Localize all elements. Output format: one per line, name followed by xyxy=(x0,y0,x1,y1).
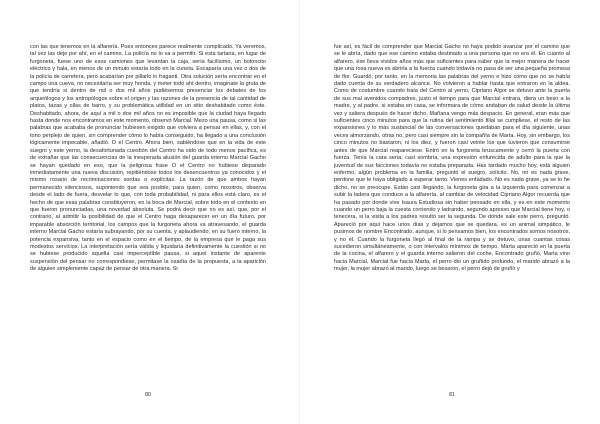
left-page-number: 80 xyxy=(144,392,152,398)
right-page-text xyxy=(334,44,570,354)
right-page-paragraph: fue así, es fácil de comprender que Marcial Gacho no haya podido avanzar por el camino que se le abría, dado que ese camino estaba destinado a una persona que no era él. En cuanto al alfarero, ése lleva vividos años más que suficientes para saber que la mejor manera de hacer que una rosa nueva es abrirla a la fuerza cuando todavía no pasa de ser una pequeña promesa de flor. Guardó, por tanto, en la memoria las palabras del yerno e hizo como que no se había dado cuenta de su verdadero alcance. No volvieron a hablar hasta que entraron en la aldea. Como de costumbre cuando traía del Centro al yerno, Cipriano Algor se detuvo ante la puerta de sus mal avenidos compadres, justo el tiempo para que Marcial entrara, diera un beso a la madre, y al padre, si estaba en casa, se informara de cómo andaban de salud desde la última vez y saliera después de hacer dicho, Mañana vengo más despacio. En general, eran más que suficientes cinco minutos para que la rutina del sentimiento filial se cumpliese, el resto de las expansiones y lo más sustancial de las conversaciones quedaban para el día siguiente, unas veces almorzando, otras no, pero casi siempre sin la compañía de Marta. Hoy, sin embargo, los cinco minutos no bastaron, ni los diez, y fueron casi veinte los que tuvieron que consumirse antes de que Marcial reapareciese. Entró en la furgoneta bruscamente y cerró la puerta con fuerza. Tenía la cara seria, casi sombría, una expresión enfurecida de adulto para la que la juventud de sus facciones todavía no estaba preparada. Has tardado mucho hoy, está alguien enfermo, algún problema en la familia, preguntó el suegro, solícito. No, no es nada grave, perdone que le haya obligado a esperar tanto. Vienes enfadado. No es nada grave, ya se lo he dicho, no se preocupe. Están casi llegando, la furgoneta gira a la izquierda para comenzar a subir la ladera que conduce a la alfarería, al cambiar de velocidad Cipriano Algor recuerda que ha pasado por donde vive Isaura Estudiosa sin haber pensado en ella, y es en este momento cuando un perro baja la cuesta corriendo y ladrando, segundo apresso que Marcial tiene hoy, o tenecera, si la visita a los padres resultó ser la segunda. De dónde sale este perro, preguntó. Apareció por aquí hace unos días y dejamos que se quedara, es un animal simpático, le pusimos de nombre Encontrado, aunque, si lo pensamos bien, los encontrados somos nosotros, y no él. Cuando la furgoneta llegó al final de la rampa y se detuvo, unas cuantas cosas sucedieron simultáneamente, o con intervalos mínimos de tiempo. Marta apareció en la puerta de la cocina, el alfarero y el guarda interno salieron del coche, Encontrado gruñó, Marta vino hacia Marcial, Marcial fue hacia Marta, el perro dio un gruñido profundo, el marido abrazó a la mujer, la mujer abrazó al marido, luego se besaron, el perro dejó de gruñir y xyxy=(334,44,570,273)
left-page-paragraph: con las que tenemos en la alfarería. Pues entonces parece realmente complicado. Ya veremos, tal vez las deje por ahí, en el camino. La policía no lo va a permitir. Si esta tartana, en lugar de furgoneta, fuese uno de esos camiones que levantan la caja, sería facilísimo, un botoncito eléctrico y hala, en menos de un minuto estaría todo en la cuneta. Escaparía una vez o dos de la policía de carretera, pero acabarían por pillarlo in fraganti. Otra solución sería encontrar en el campo una cueva, no necesitaría ser muy honda, y meter todo ahí dentro, imaginate la gruta de que tendría si dentro de mil o dos mil años pudiésemos presenciar los debates de los arqueólogos y los antropólogos sobre el origen y las razones de la presencia de tal cantidad de platos, tazas y ollas de barro, y su problemática utilidad en un sitio deshabitado como éste. Deshabitado, ahora, de aquí a mil o dos mil años no es imposible que la ciudad haya llegado hasta donde nos encontramos en este momento, observó Marcial. Mezo una pausa, como si las palabras que acababa de pronunciar hubiesen exigido que volviera a pensar en ellas, y, con el tono perplejo de quien, sin comprender cómo lo había conseguido, ha llegado a una conclusión lógicamente impecable, añadió. O el Centro. Ahora bien, sabiéndose que en la vida de este suegro y este yerno, la desafortunada cuestión del Centro ha sido de todo menos pacífica, es de extrañar que las consecuencias de la inesperada alusión del guarda interno Marcial Gacho se hayan quedado en eso, que la peligrosa frase O el Centro no hubiese disparado inmediatamente una nueva discusión, repitiéndose todos los desencuentros ya conocidos y el mismo rosario de recriminaciones sordas o explícitas. La razón de que ambos hayan permanecido silenciosos, suponiendo que sea posible, para quien, como nosotros, observa desde el lado de fuera, desvelar lo que, con toda probabilidad, ni para ellos está claro, es el hecho de que esas palabras constituyeron, en la boca de Marcial, sobre todo en el contexto en que fueron pronunciadas, una novedad absoluta. Se podrá decir que no es así, que, por el contrario, al admitir la posibilidad de que el Centro haga desaparecer en un día futuro, por imparable absorción territorial, los campos que la furgoneta ahora va atravesando, el guarda interno Marcial Gacho estaría subrayando, por su cuenta, y aplaudiendo, en su fuero interno, la potencia expansiva, tanto en el espacio como en el tiempo, de la empresa que le paga sus modestos servicios. La interpretación sería válida y liquidaría definitivamente la cuestión si no se hubiese producido aquella casi imperceptible pausa, si aquel instante de aparente suspensión del pensar no correspondiese, permitase la osadía de la propuesta, a la aparición de alguien simplemente capaz de pensar de otra manera. Si xyxy=(30,44,266,273)
right-page-number: 81 xyxy=(448,392,456,398)
right-page xyxy=(300,0,600,424)
left-page-text xyxy=(30,44,266,354)
